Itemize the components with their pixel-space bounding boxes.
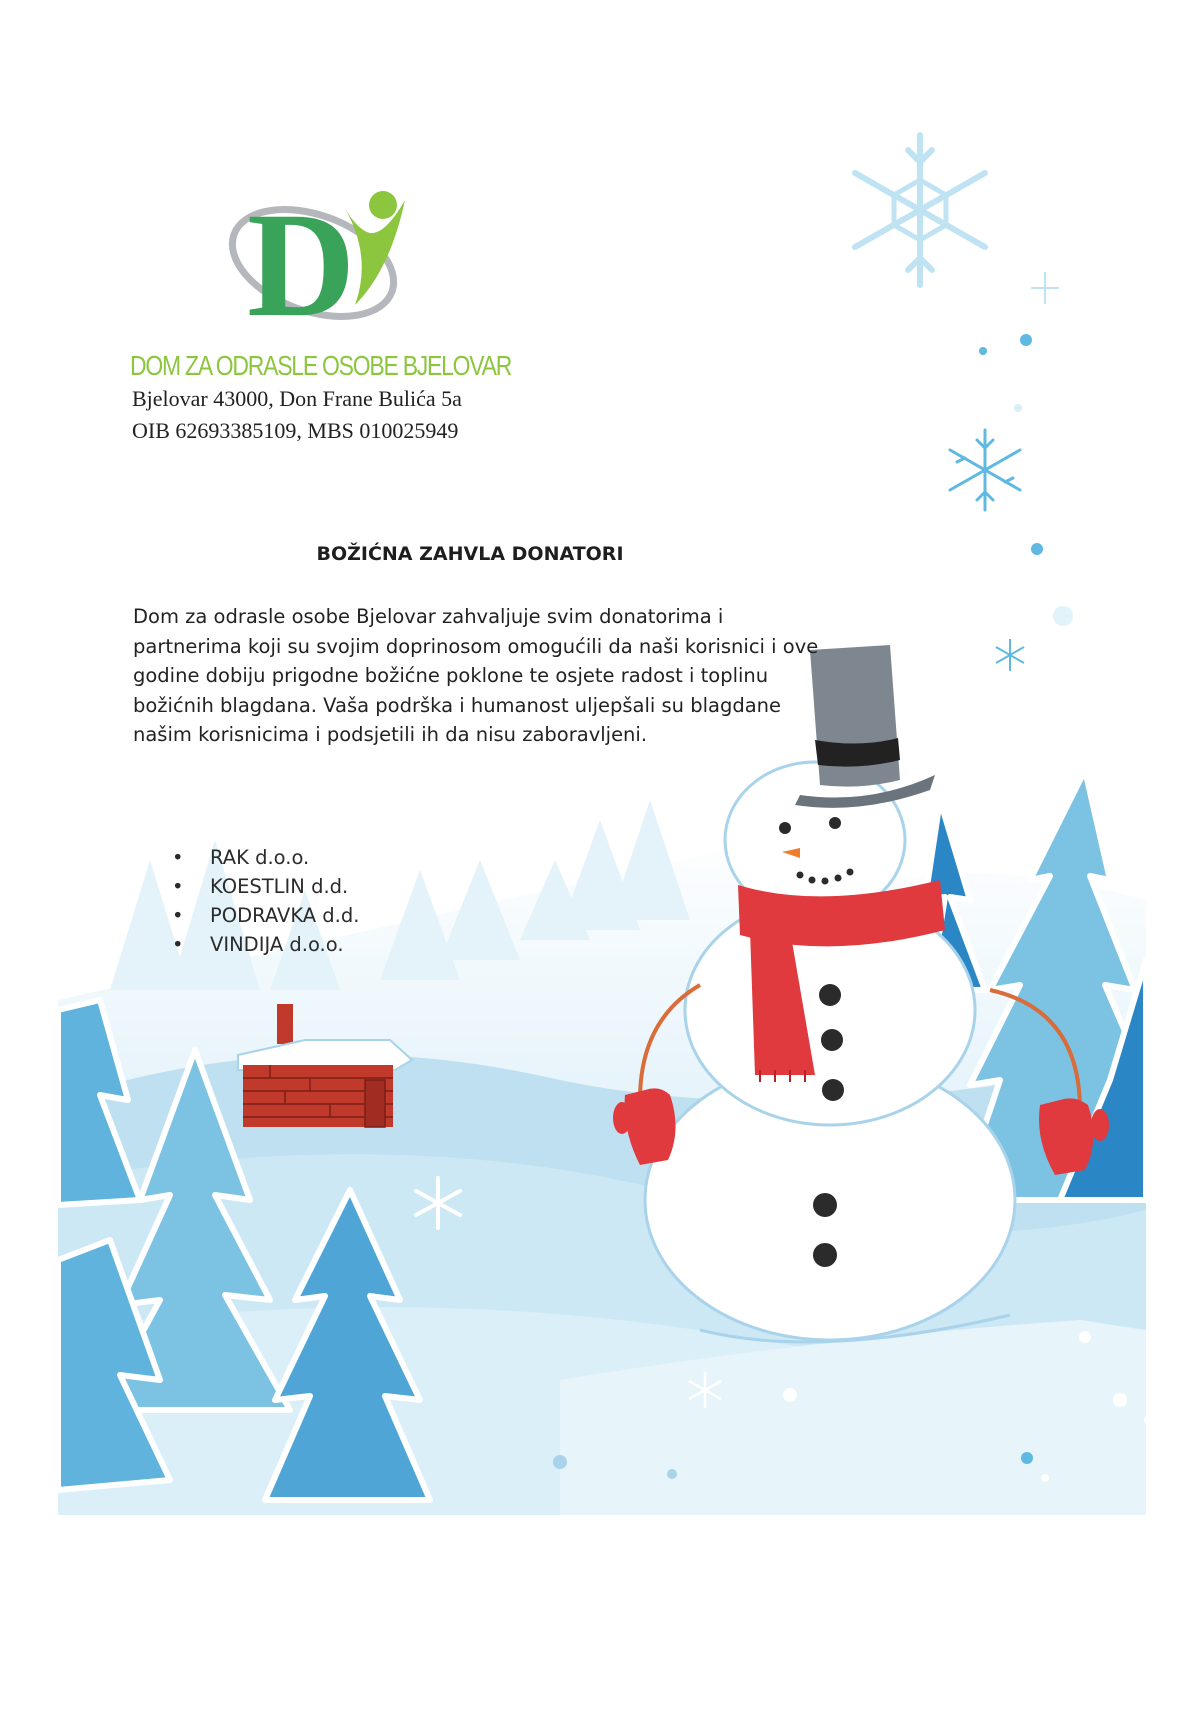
list-item: • VINDIJA d.o.o. <box>160 930 359 959</box>
list-item: • PODRAVKA d.d. <box>160 901 359 930</box>
organization-address: Bjelovar 43000, Don Frane Bulića 5a <box>132 386 462 411</box>
organization-ids: OIB 62693385109, MBS 010025949 <box>132 418 459 443</box>
organization-logo <box>225 185 425 345</box>
sparkle-icon <box>689 1372 721 1408</box>
sparkle-icon <box>1031 272 1059 304</box>
logo-letter: D <box>247 185 356 345</box>
snowflake-icon <box>855 135 985 285</box>
letter-title: BOŽIĆNA ZAHVLA DONATORI <box>316 543 624 565</box>
list-item: • RAK d.o.o. <box>160 843 359 872</box>
letter-body: Dom za odrasle osobe Bjelovar zahvaljuje svim donatorima i partnerima koji su svojim doprinosom omogućili da naši korisnici i ove godine dobiju prigodne božićne poklone te osjete radost i toplinu božićnih blagdana. Vaša podrška i humanost uljepšali su blagdane našim korisnicima i podsjetili ih da nisu zaboravljeni. <box>133 605 819 746</box>
donor-list <box>160 843 359 959</box>
organization-name: DOM ZA ODRASLE OSOBE BJELOVAR <box>130 350 512 381</box>
snowflake-icon <box>416 1178 460 1228</box>
list-item: • KOESTLIN d.d. <box>160 872 359 901</box>
snow-dots <box>553 334 1156 1482</box>
snowflake-icon <box>950 430 1020 510</box>
sparkle-icon <box>996 639 1024 671</box>
